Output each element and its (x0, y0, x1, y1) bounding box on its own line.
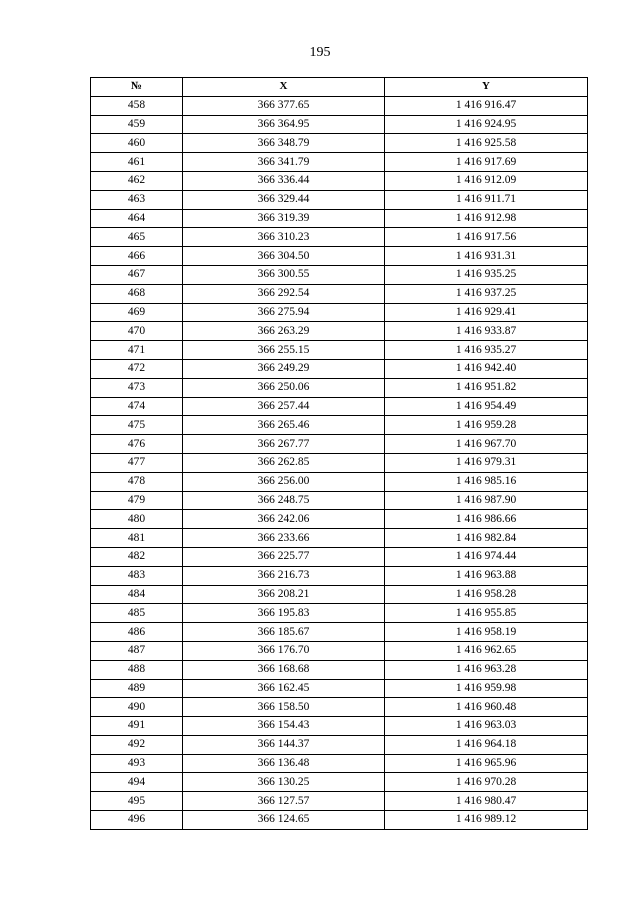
cell-point-number: 486 (91, 623, 183, 642)
cell-point-number: 488 (91, 660, 183, 679)
table-row (91, 641, 588, 660)
cell-x: 366 127.57 (183, 792, 385, 811)
cell-x: 366 249.29 (183, 359, 385, 378)
cell-point-number: 468 (91, 284, 183, 303)
cell-point-number: 494 (91, 773, 183, 792)
table-row (91, 623, 588, 642)
cell-x: 366 329.44 (183, 190, 385, 209)
cell-point-number: 495 (91, 792, 183, 811)
cell-y: 1 416 985.16 (385, 472, 588, 491)
cell-point-number: 492 (91, 735, 183, 754)
cell-point-number: 477 (91, 453, 183, 472)
cell-y: 1 416 911.71 (385, 190, 588, 209)
table-row (91, 284, 588, 303)
cell-y: 1 416 958.19 (385, 623, 588, 642)
table-row (91, 303, 588, 322)
cell-x: 366 250.06 (183, 378, 385, 397)
table-row (91, 247, 588, 266)
cell-point-number: 480 (91, 510, 183, 529)
cell-y: 1 416 963.28 (385, 660, 588, 679)
cell-x: 366 256.00 (183, 472, 385, 491)
cell-point-number: 490 (91, 698, 183, 717)
cell-point-number: 463 (91, 190, 183, 209)
cell-point-number: 458 (91, 96, 183, 115)
column-header-x: X (183, 78, 385, 97)
cell-y: 1 416 974.44 (385, 547, 588, 566)
cell-x: 366 304.50 (183, 247, 385, 266)
cell-y: 1 416 989.12 (385, 811, 588, 830)
table-row (91, 209, 588, 228)
cell-point-number: 466 (91, 247, 183, 266)
coordinates-table (90, 77, 588, 830)
cell-x: 366 257.44 (183, 397, 385, 416)
cell-point-number: 459 (91, 115, 183, 134)
cell-y: 1 416 987.90 (385, 491, 588, 510)
cell-point-number: 472 (91, 359, 183, 378)
cell-point-number: 470 (91, 322, 183, 341)
cell-x: 366 208.21 (183, 585, 385, 604)
table-row (91, 566, 588, 585)
cell-point-number: 460 (91, 134, 183, 153)
cell-point-number: 483 (91, 566, 183, 585)
cell-x: 366 377.65 (183, 96, 385, 115)
cell-x: 366 265.46 (183, 416, 385, 435)
table-row (91, 341, 588, 360)
cell-y: 1 416 935.25 (385, 265, 588, 284)
table-row (91, 416, 588, 435)
table-body (91, 96, 588, 829)
cell-x: 366 275.94 (183, 303, 385, 322)
cell-point-number: 485 (91, 604, 183, 623)
cell-x: 366 162.45 (183, 679, 385, 698)
cell-y: 1 416 963.03 (385, 717, 588, 736)
cell-y: 1 416 912.09 (385, 171, 588, 190)
cell-x: 366 341.79 (183, 153, 385, 172)
cell-point-number: 476 (91, 435, 183, 454)
cell-y: 1 416 955.85 (385, 604, 588, 623)
table-row (91, 585, 588, 604)
cell-y: 1 416 982.84 (385, 529, 588, 548)
cell-point-number: 473 (91, 378, 183, 397)
table-row (91, 397, 588, 416)
cell-point-number: 487 (91, 641, 183, 660)
table-row (91, 265, 588, 284)
cell-point-number: 469 (91, 303, 183, 322)
cell-y: 1 416 959.98 (385, 679, 588, 698)
table-row (91, 604, 588, 623)
table-row (91, 773, 588, 792)
table-row (91, 510, 588, 529)
cell-x: 366 319.39 (183, 209, 385, 228)
cell-point-number: 481 (91, 529, 183, 548)
column-header-y: Y (385, 78, 588, 97)
table-row (91, 171, 588, 190)
table-row (91, 754, 588, 773)
cell-point-number: 489 (91, 679, 183, 698)
cell-x: 366 336.44 (183, 171, 385, 190)
cell-point-number: 461 (91, 153, 183, 172)
table-row (91, 228, 588, 247)
cell-x: 366 154.43 (183, 717, 385, 736)
table-row (91, 792, 588, 811)
table-row (91, 491, 588, 510)
cell-y: 1 416 962.65 (385, 641, 588, 660)
cell-y: 1 416 980.47 (385, 792, 588, 811)
cell-point-number: 496 (91, 811, 183, 830)
table-row (91, 115, 588, 134)
cell-point-number: 479 (91, 491, 183, 510)
page-number: 195 (309, 45, 331, 60)
table-row (91, 322, 588, 341)
cell-y: 1 416 917.69 (385, 153, 588, 172)
table-row (91, 660, 588, 679)
table-header-row (91, 78, 588, 97)
cell-x: 366 242.06 (183, 510, 385, 529)
cell-y: 1 416 924.95 (385, 115, 588, 134)
cell-y: 1 416 951.82 (385, 378, 588, 397)
cell-y: 1 416 979.31 (385, 453, 588, 472)
cell-y: 1 416 965.96 (385, 754, 588, 773)
table-row (91, 96, 588, 115)
cell-x: 366 124.65 (183, 811, 385, 830)
cell-point-number: 475 (91, 416, 183, 435)
table-row (91, 735, 588, 754)
cell-y: 1 416 960.48 (385, 698, 588, 717)
cell-y: 1 416 929.41 (385, 303, 588, 322)
cell-x: 366 300.55 (183, 265, 385, 284)
table-row (91, 529, 588, 548)
cell-y: 1 416 959.28 (385, 416, 588, 435)
table-row (91, 359, 588, 378)
cell-x: 366 168.68 (183, 660, 385, 679)
column-header-number: № (91, 78, 183, 97)
cell-point-number: 491 (91, 717, 183, 736)
cell-y: 1 416 931.31 (385, 247, 588, 266)
cell-y: 1 416 964.18 (385, 735, 588, 754)
cell-point-number: 467 (91, 265, 183, 284)
cell-point-number: 493 (91, 754, 183, 773)
cell-y: 1 416 937.25 (385, 284, 588, 303)
cell-x: 366 267.77 (183, 435, 385, 454)
table-row (91, 472, 588, 491)
cell-x: 366 310.23 (183, 228, 385, 247)
table-row (91, 453, 588, 472)
cell-y: 1 416 933.87 (385, 322, 588, 341)
cell-point-number: 474 (91, 397, 183, 416)
cell-point-number: 462 (91, 171, 183, 190)
table-row (91, 190, 588, 209)
cell-point-number: 482 (91, 547, 183, 566)
cell-y: 1 416 917.56 (385, 228, 588, 247)
cell-x: 366 348.79 (183, 134, 385, 153)
cell-y: 1 416 986.66 (385, 510, 588, 529)
cell-y: 1 416 916.47 (385, 96, 588, 115)
table-row (91, 153, 588, 172)
cell-x: 366 176.70 (183, 641, 385, 660)
cell-x: 366 136.48 (183, 754, 385, 773)
cell-x: 366 185.67 (183, 623, 385, 642)
table-row (91, 134, 588, 153)
cell-y: 1 416 967.70 (385, 435, 588, 454)
cell-x: 366 225.77 (183, 547, 385, 566)
cell-x: 366 292.54 (183, 284, 385, 303)
cell-y: 1 416 935.27 (385, 341, 588, 360)
cell-x: 366 144.37 (183, 735, 385, 754)
cell-x: 366 248.75 (183, 491, 385, 510)
cell-x: 366 158.50 (183, 698, 385, 717)
cell-x: 366 364.95 (183, 115, 385, 134)
cell-y: 1 416 942.40 (385, 359, 588, 378)
table-row (91, 679, 588, 698)
cell-y: 1 416 954.49 (385, 397, 588, 416)
cell-y: 1 416 925.58 (385, 134, 588, 153)
table-row (91, 698, 588, 717)
cell-point-number: 471 (91, 341, 183, 360)
cell-x: 366 263.29 (183, 322, 385, 341)
cell-point-number: 464 (91, 209, 183, 228)
cell-point-number: 478 (91, 472, 183, 491)
cell-x: 366 233.66 (183, 529, 385, 548)
cell-x: 366 130.25 (183, 773, 385, 792)
cell-y: 1 416 963.88 (385, 566, 588, 585)
table-row (91, 435, 588, 454)
cell-x: 366 216.73 (183, 566, 385, 585)
cell-point-number: 484 (91, 585, 183, 604)
cell-x: 366 262.85 (183, 453, 385, 472)
table-row (91, 717, 588, 736)
cell-y: 1 416 970.28 (385, 773, 588, 792)
table-row (91, 547, 588, 566)
table-row (91, 378, 588, 397)
cell-x: 366 255.15 (183, 341, 385, 360)
cell-point-number: 465 (91, 228, 183, 247)
cell-y: 1 416 958.28 (385, 585, 588, 604)
table-row (91, 811, 588, 830)
cell-x: 366 195.83 (183, 604, 385, 623)
cell-y: 1 416 912.98 (385, 209, 588, 228)
